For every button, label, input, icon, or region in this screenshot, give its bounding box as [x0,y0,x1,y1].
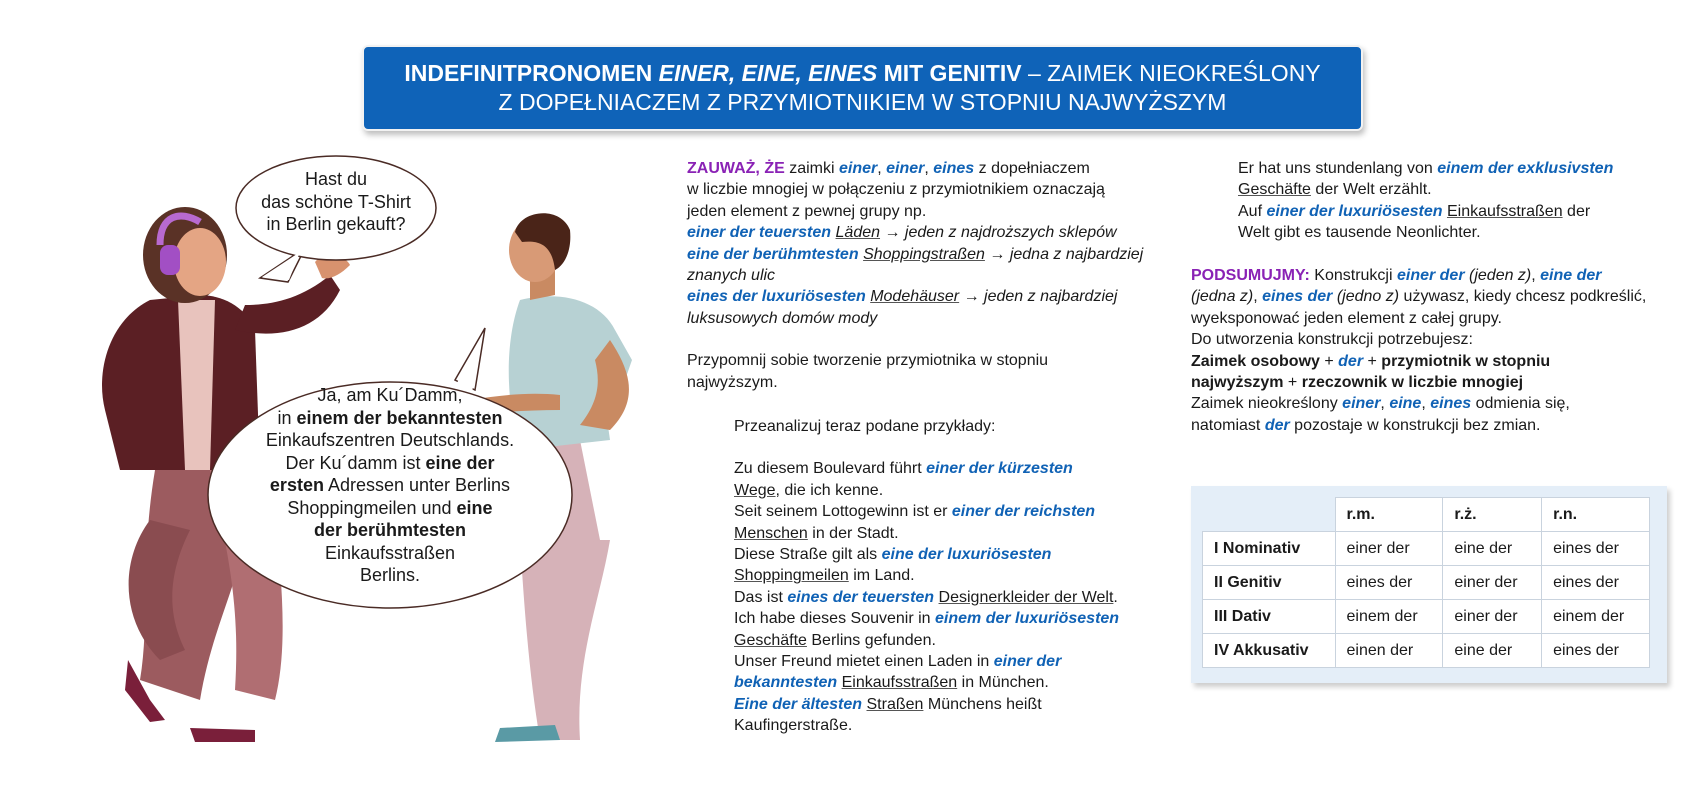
declension-table-panel [1191,486,1667,683]
sentence-1: Zu diesem Boulevard führt einer der kürzesten [734,460,1073,478]
table-row: I Nominativ einer der eine der eines der [1203,532,1650,566]
table-header-row: r.m. r.ż. r.n. [1203,498,1650,532]
title-line-1: INDEFINITPRONOMEN EINER, EINE, EINES MIT GENITIV – ZAIMEK NIEOKREŚLONY [404,60,1321,86]
formula-line-1: Zaimek osobowy + der + przymiotnik w stopniu [1191,352,1551,370]
declension-table [1202,497,1650,668]
middle-column: ZAUWAŻ, ŻE zaimki einer, einer, eines z dopełniaczem w liczbie mnogiej w połączeniu z przymiotnikiem oznaczają jeden element z pewnej grupy np. einer der teuersten Läden → jeden z najdroższych sklepów eine der berühmtesten Shoppingstraßen → jedna z najbardziej znanych ulic eines der luxuriösesten Modehäuser → jeden z najbardziej luksusowych domów mody Przypomnij sobie tworzenie przymiotnika w stopniu najwyższym. [687,158,1167,393]
speech-bubble-large-text: Ja, am Ku´Damm, in einem der bekanntesten Einkaufszentren Deutschlands. Der Ku´damm ist eine der ersten Adressen unter Berlins Shoppingmeilen und eine der berühmtesten Einkaufsstraßen Berlins. [265,385,515,585]
summary-block: PODSUMUJMY: Konstrukcji einer der (jeden z), eine der (jedna z), eines der (jedno z) używasz, kiedy chcesz podkreślić, wyeksponować jeden element z całej grupy. Do utworzenia konstrukcji potrzebujesz: Zaimek osobowy + der + przymiotnik w stopniu najwyższym + rzeczownik w liczbie mnogiej Zaimek nieokreślony einer, eine, eines odmienia się, natomiast der pozostaje w konstrukcji bez zmian. [1191,265,1691,436]
example-3: eines der luxuriösesten Modehäuser → jeden z najbardziej [687,288,1118,306]
example-2: eine der berühmtesten Shoppingstraßen → jedna z najbardziej [687,245,1144,263]
page-title [362,45,1363,131]
sentence-2: Seit seinem Lottogewinn ist er einer der reichsten [734,503,1096,521]
table-row: III Dativ einem der einer der einem der [1203,600,1650,634]
speech-bubble-small-text: Hast du das schöne T-Shirt in Berlin gekauft? [261,169,411,234]
sentence-6: Unser Freund mietet einen Laden in einer der [734,653,1062,671]
table-row: II Genitiv eines der einer der eines der [1203,566,1650,600]
sentence-7: Eine der ältesten Straßen Münchens heißt [734,695,1042,713]
table-row: IV Akkusativ einen der eine der eines der [1203,634,1650,668]
sentence-3: Diese Straße gilt als eine der luxuriösesten [734,546,1052,564]
sentence-4: Das ist eines der teuersten Designerkleider der Welt. [734,588,1118,606]
title-line-2: Z DOPEŁNIACZEM Z PRZYMIOTNIKIEM W STOPNIU NAJWYŻSZYM [498,89,1227,115]
examples-block: Przeanalizuj teraz podane przykłady: Zu diesem Boulevard führt einer der kürzesten Wege, die ich kenne. Seit seinem Lottogewinn ist er einer der reichsten Menschen in der Stadt. Diese Straße gilt als eine der luxuriösesten Shoppingmeilen im Land. Das ist eines der teuersten Designerkleider der Welt. Ich habe dieses Souvenir in einem der luxuriösesten Geschäfte Berlins gefunden. Unser Freund mietet einen Laden in einer der bekanntesten Einkaufsstraßen in München. Eine der ältesten Straßen Münchens heißt Kaufingerstraße. [734,416,1184,737]
sentence-5: Ich habe dieses Souvenir in einem der luxuriösesten [734,610,1120,628]
example-1: einer der teuersten Läden → jeden z najdroższych sklepów [687,224,1117,242]
right-examples: Er hat uns stundenlang von einem der exklusivsten Geschäfte der Welt erzählt. Auf einer der luxuriösesten Einkaufsstraßen der Welt gibt es tausende Neonlichter. [1238,160,1614,242]
note-paragraph: ZAUWAŻ, ŻE zaimki einer, einer, eines z dopełniaczem [687,160,1090,177]
formula-line-2: najwyższym + rzeczownik w liczbie mnogiej [1191,374,1524,392]
